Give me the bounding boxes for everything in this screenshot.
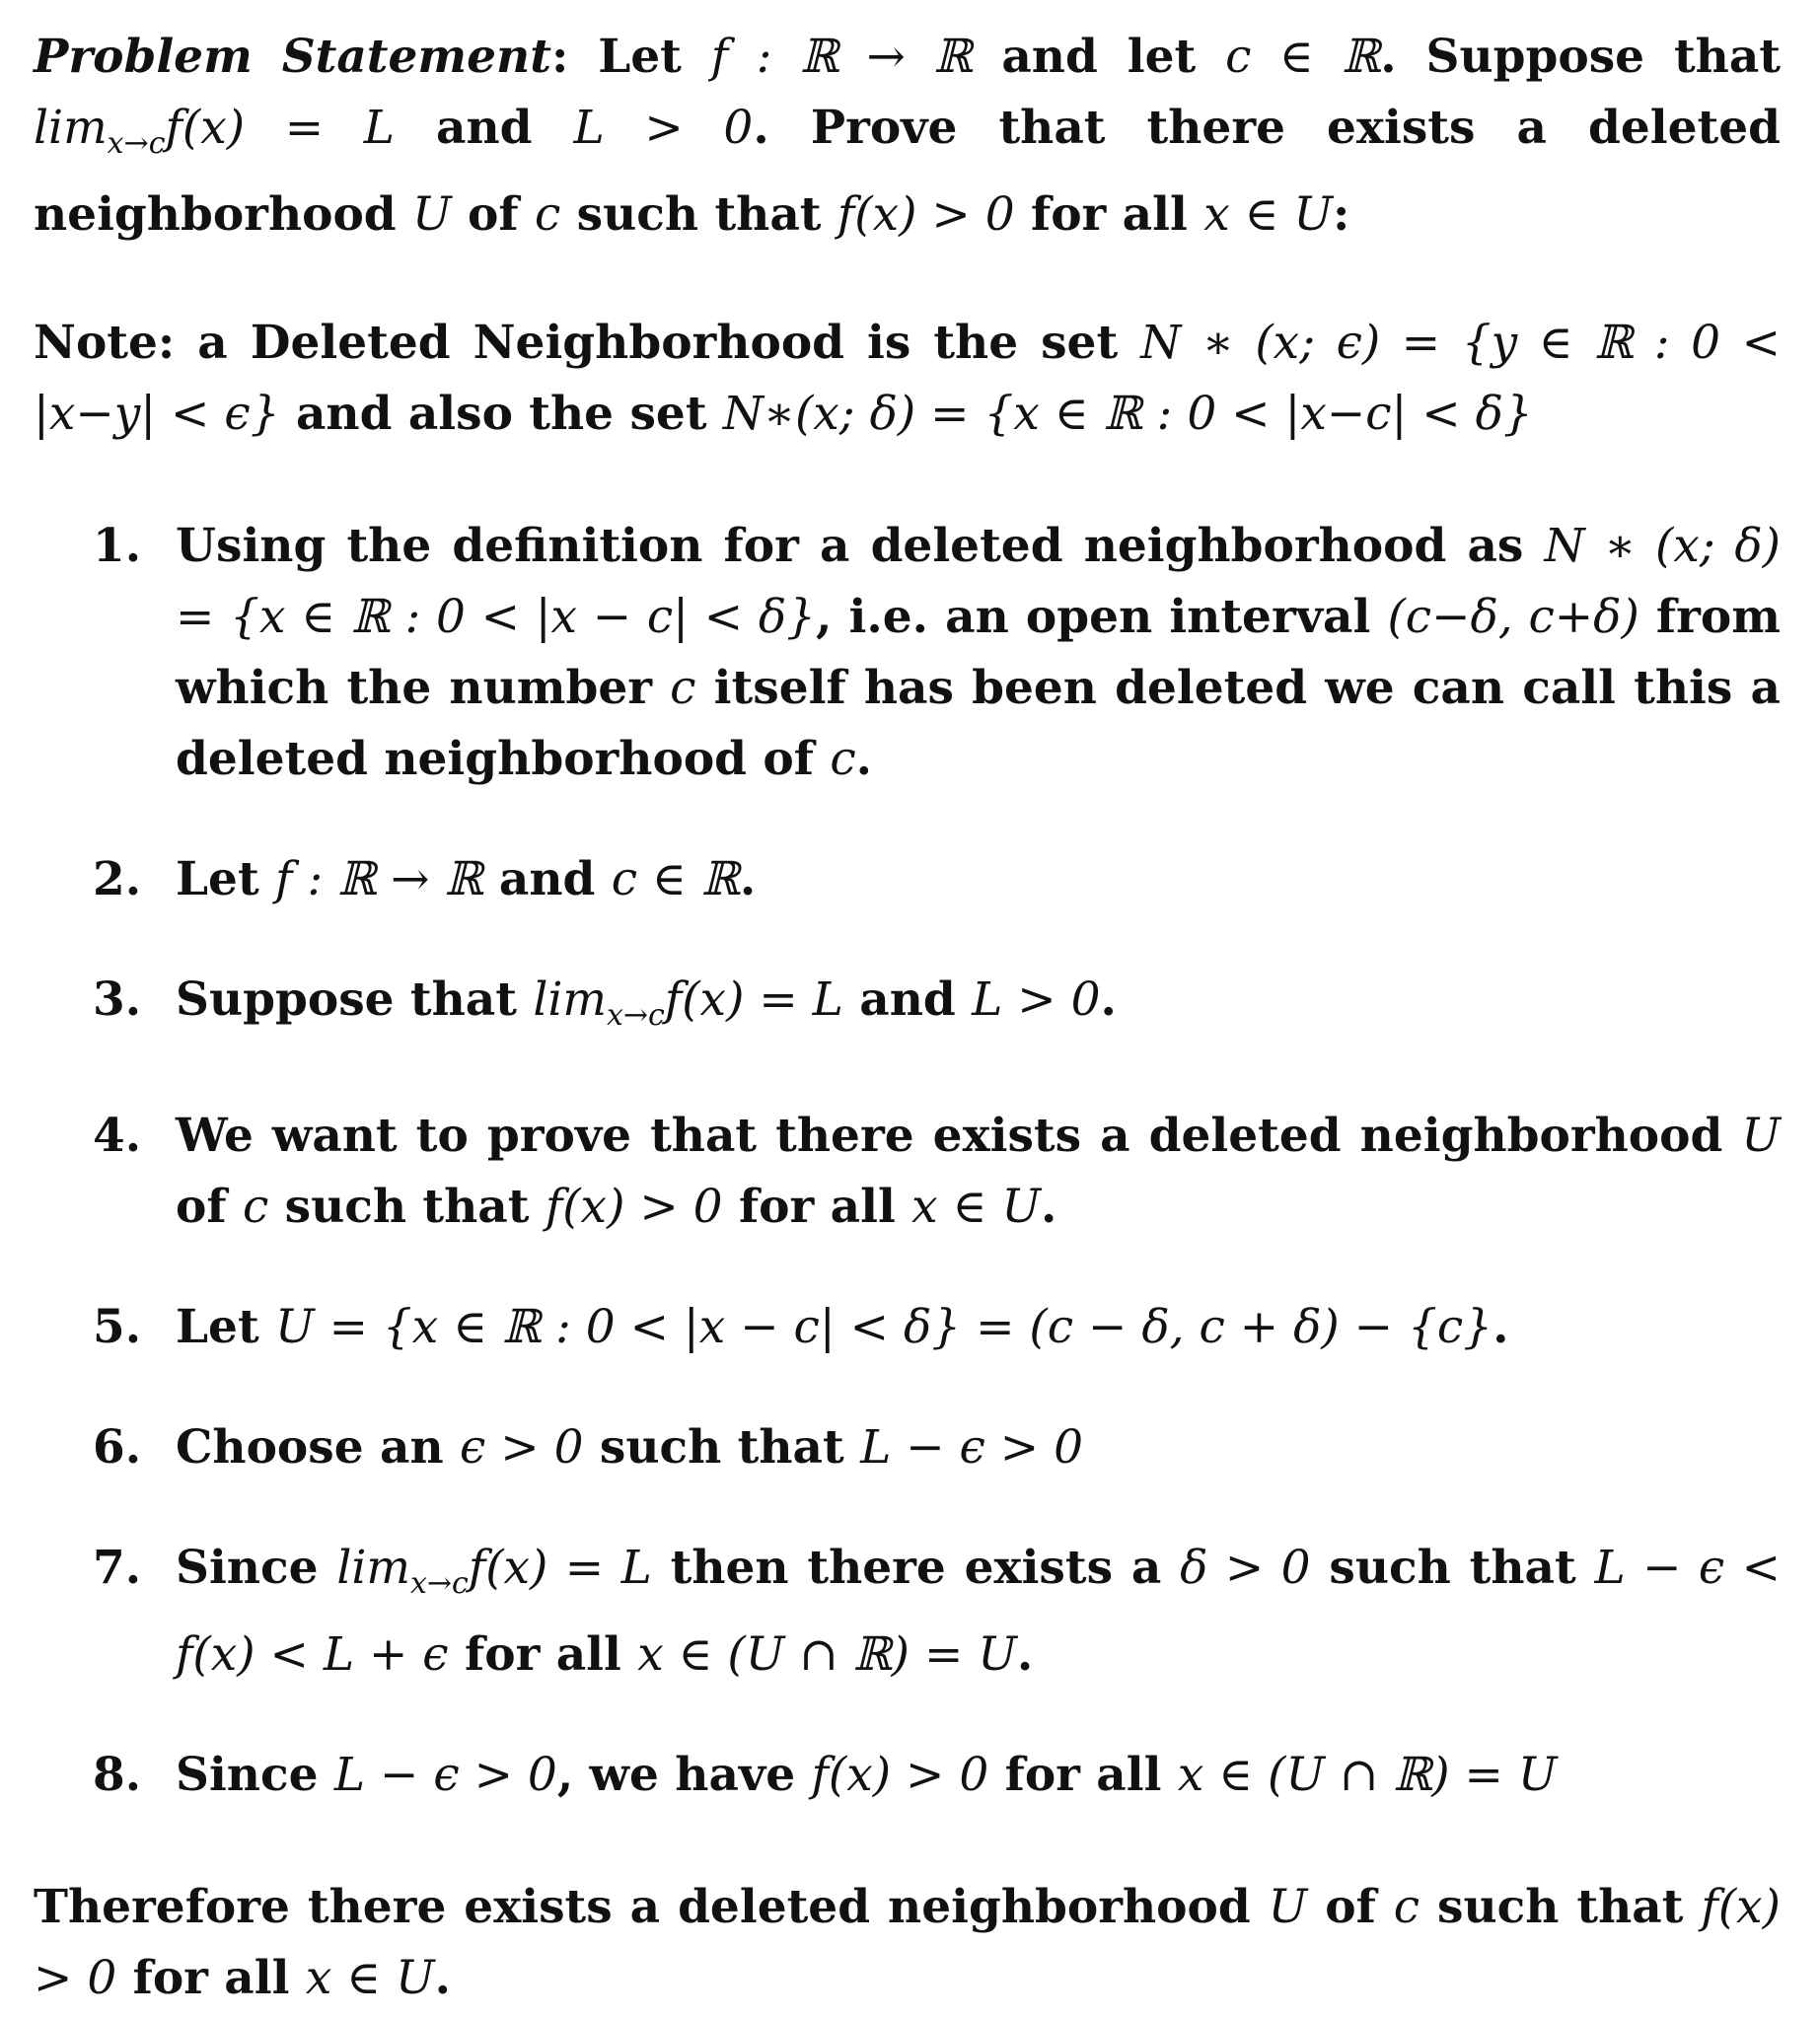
text: and — [842, 973, 973, 1027]
step-number: 2. — [93, 852, 142, 906]
math: U — [1268, 1880, 1308, 1934]
text: for all — [116, 1951, 306, 2005]
math: (c−δ, c+δ) — [1387, 590, 1639, 644]
math: ϵ > 0 — [460, 1420, 584, 1475]
math: c — [830, 732, 856, 786]
text: Choose an — [176, 1420, 460, 1475]
math: c — [1393, 1880, 1420, 1934]
math: δ > 0 — [1180, 1541, 1311, 1595]
math-subscript: x→c — [409, 1566, 469, 1601]
math-subscript: x→c — [107, 126, 166, 161]
text: . — [434, 1951, 451, 2005]
math: N∗(x; δ) = {x ∈ ℝ : 0 < |x−c| < δ} — [722, 387, 1533, 441]
text: . — [1016, 1627, 1034, 1682]
text: . — [855, 732, 873, 786]
math: f(x) > 0 — [837, 187, 1015, 242]
text: such that — [583, 1420, 861, 1475]
math: x ∈ U — [911, 1180, 1041, 1234]
conclusion-paragraph — [34, 1872, 1781, 2014]
text: Let — [176, 1300, 276, 1354]
text: : — [1333, 187, 1350, 242]
text: . — [1492, 1300, 1509, 1354]
math: L > 0 — [972, 973, 1101, 1027]
text: itself has been deleted we can call this a deleted neighborhood of — [176, 661, 1781, 786]
math: c — [242, 1180, 269, 1234]
math: U — [412, 187, 452, 242]
text: Suppose that — [176, 973, 534, 1027]
text: and also the set — [279, 387, 723, 441]
proof-step — [34, 965, 1781, 1051]
math: f(x) > 0 — [811, 1748, 989, 1802]
math: L − ϵ < f(x) < L + ϵ — [176, 1541, 1781, 1682]
proof-step — [34, 511, 1781, 795]
text: of — [451, 187, 535, 242]
text: . — [1040, 1180, 1057, 1234]
text: , we have — [556, 1748, 812, 1802]
text: Since — [176, 1748, 334, 1802]
text: of — [1307, 1880, 1394, 1934]
step-number: 8. — [93, 1748, 142, 1802]
math: x ∈ U — [305, 1951, 435, 2005]
text: Let — [568, 30, 711, 84]
text: for all — [1014, 187, 1204, 242]
math: L > 0 — [573, 101, 754, 155]
problem-label: Problem Statement — [34, 30, 551, 84]
text: . Suppose that — [1380, 30, 1782, 84]
math: f(x) > 0 — [34, 1880, 1781, 2005]
math: c — [534, 187, 561, 242]
math: U — [1741, 1109, 1781, 1163]
proof-step — [34, 1292, 1781, 1363]
text: Using the definition for a deleted neighborhood as — [176, 519, 1545, 573]
step-number: 1. — [93, 519, 142, 573]
proof-step — [34, 1101, 1781, 1243]
proof-step — [34, 1740, 1781, 1811]
proof-step — [34, 844, 1781, 915]
step-number: 7. — [93, 1541, 142, 1595]
text: for all — [988, 1748, 1178, 1802]
math: L − ϵ > 0 — [333, 1748, 557, 1802]
math: f(x) = L — [165, 101, 395, 155]
proof-step — [34, 1412, 1781, 1483]
problem-statement — [34, 22, 1781, 251]
math: f(x) = L — [664, 973, 843, 1027]
math: c ∈ ℝ — [1225, 30, 1381, 84]
note-paragraph — [34, 308, 1781, 450]
math: L − ϵ > 0 — [860, 1420, 1084, 1475]
math: f : ℝ → ℝ — [710, 30, 973, 84]
math: f : ℝ → ℝ — [275, 852, 483, 906]
math: U = {x ∈ ℝ : 0 < |x − c| < δ} = (c − δ, c + δ) − {c} — [275, 1300, 1493, 1354]
text: . Prove that there exists a deleted neighborhood — [34, 101, 1782, 242]
text: such that — [560, 187, 837, 242]
math: lim — [533, 973, 607, 1027]
text: then there exists a — [651, 1541, 1181, 1595]
math: x ∈ U — [1203, 187, 1333, 242]
math: lim — [34, 101, 108, 155]
text: for all — [448, 1627, 638, 1682]
text: such that — [268, 1180, 546, 1234]
math-subscript: x→c — [606, 998, 665, 1033]
step-number: 4. — [93, 1109, 142, 1163]
math: c — [670, 661, 696, 715]
math: x ∈ (U ∩ ℝ) = U — [1177, 1748, 1558, 1802]
text: such that — [1420, 1880, 1702, 1934]
text: such that — [1310, 1541, 1595, 1595]
text: and — [394, 101, 574, 155]
text: for all — [722, 1180, 912, 1234]
proof-steps-list — [34, 511, 1781, 1811]
text: We want to prove that there exists a deleted neighborhood — [176, 1109, 1742, 1163]
text: . — [1100, 973, 1117, 1027]
step-number: 6. — [93, 1420, 142, 1475]
text: Since — [176, 1541, 337, 1595]
math: lim — [336, 1541, 410, 1595]
math: f(x) = L — [468, 1541, 652, 1595]
text: Note: a Deleted Neighborhood is the set — [34, 316, 1141, 370]
math: x ∈ (U ∩ ℝ) = U — [637, 1627, 1017, 1682]
text: , i.e. an open interval — [816, 590, 1388, 644]
math: f(x) > 0 — [545, 1180, 723, 1234]
step-number: 5. — [93, 1300, 142, 1354]
problem-colon: : — [550, 30, 569, 84]
text: . — [739, 852, 757, 906]
math: N ∗ (x; ϵ) = {y ∈ ℝ : 0 < |x−y| < ϵ} — [34, 316, 1781, 441]
text: and — [482, 852, 612, 906]
proof-step — [34, 1533, 1781, 1691]
step-number: 3. — [93, 973, 142, 1027]
text: Let — [176, 852, 276, 906]
math: N ∗ (x; δ) = {x ∈ ℝ : 0 < |x − c| < δ} — [176, 519, 1782, 644]
text: of — [176, 1180, 243, 1234]
math: c ∈ ℝ — [611, 852, 740, 906]
text: from which the number — [176, 590, 1781, 715]
text: Therefore there exists a deleted neighborhood — [34, 1880, 1269, 1934]
text: and let — [972, 30, 1226, 84]
